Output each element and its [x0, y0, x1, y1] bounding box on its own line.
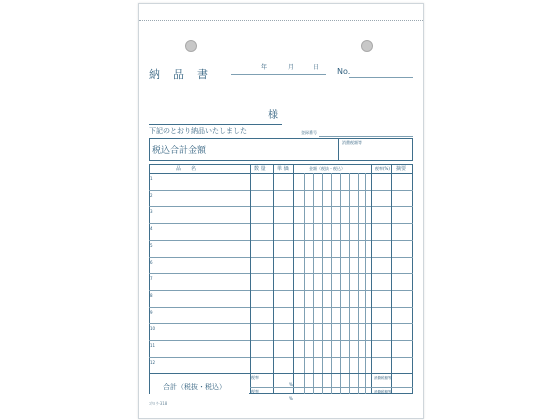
perforation-line	[139, 20, 423, 21]
date-day-label: 日	[313, 64, 320, 71]
table-row-line	[149, 190, 413, 191]
table-column-line	[273, 164, 274, 394]
footer-tax-amount-split	[371, 387, 413, 388]
percent-sign-1: %	[289, 382, 293, 387]
binding-hole-left	[185, 40, 197, 52]
table-row-line	[149, 307, 413, 308]
date-year-label: 年	[261, 64, 268, 71]
recipient-underline	[149, 124, 282, 125]
table-row-line	[149, 357, 413, 358]
tax-rate-label-2: 税率	[251, 389, 259, 394]
col-header-remarks: 摘要	[396, 166, 407, 172]
table-row-line	[149, 206, 413, 207]
amount-digit-line	[358, 173, 359, 394]
col-header-quantity: 数 量	[254, 166, 266, 172]
row-number: 5	[150, 243, 153, 248]
tax-amount-label-1: 消費税額等	[374, 376, 392, 380]
row-number: 2	[150, 193, 153, 198]
delivery-message: 下記のとおり納品いたしました	[149, 127, 247, 135]
tax-rate-label-1: 税率	[251, 375, 259, 380]
table-row-line	[149, 290, 413, 291]
footer-top-rule	[149, 373, 413, 374]
table-column-line	[371, 164, 372, 394]
col-header-item-name: 品 名	[176, 166, 197, 172]
tax-amount-label-2: 消費税額等	[374, 390, 392, 394]
registration-underline	[319, 136, 413, 137]
table-row-line	[149, 323, 413, 324]
table-row-line	[149, 257, 413, 258]
total-incl-tax-label: 税込合計金額	[152, 146, 207, 156]
col-header-unit-price: 単 価	[277, 166, 289, 172]
row-number: 10	[150, 326, 156, 331]
delivery-slip-form	[138, 3, 424, 419]
breakdown-label: 消費税額等	[342, 140, 362, 145]
col-header-tax-rate: 税率(%)	[375, 166, 390, 171]
date-month-label: 月	[288, 64, 295, 71]
table-row-line	[149, 340, 413, 341]
registration-label: 登録番号	[301, 130, 317, 135]
percent-sign-2: %	[289, 396, 293, 401]
items-table	[149, 164, 413, 394]
date-underline	[231, 74, 326, 75]
binding-hole-right	[361, 40, 373, 52]
col-header-amount: 金額（税抜・税込）	[309, 166, 345, 171]
row-number: 11	[150, 343, 156, 348]
row-number: 3	[150, 209, 153, 214]
table-header-rule	[149, 173, 413, 174]
row-number: 1	[150, 176, 153, 181]
table-row-line	[149, 240, 413, 241]
row-number: 6	[150, 260, 153, 265]
table-row-line	[149, 223, 413, 224]
footer-tax-split	[250, 387, 371, 388]
amount-digit-line	[322, 173, 323, 394]
total-box-divider	[338, 138, 339, 161]
row-number: 7	[150, 276, 153, 281]
amount-digit-line	[331, 173, 332, 394]
amount-digit-line	[313, 173, 314, 394]
table-column-line	[293, 164, 294, 394]
amount-digit-line	[340, 173, 341, 394]
row-number: 4	[150, 226, 153, 231]
row-number: 12	[150, 360, 156, 365]
publisher-code: ｺｸﾖ ｳ-318	[149, 401, 168, 406]
amount-digit-line	[349, 173, 350, 394]
table-column-line	[250, 164, 251, 394]
number-underline	[349, 77, 413, 78]
number-label: No.	[337, 67, 351, 76]
table-column-line	[391, 164, 392, 394]
row-number: 8	[150, 293, 153, 298]
amount-digit-line	[304, 173, 305, 394]
total-excl-incl-label: 合計（税抜・税込）	[163, 383, 226, 391]
footer-gap	[392, 374, 412, 375]
form-title: 納 品 書	[149, 68, 209, 81]
row-number: 9	[150, 310, 153, 315]
table-row-line	[149, 273, 413, 274]
amount-digit-line	[365, 173, 366, 394]
honorific-sama: 様	[268, 110, 278, 121]
